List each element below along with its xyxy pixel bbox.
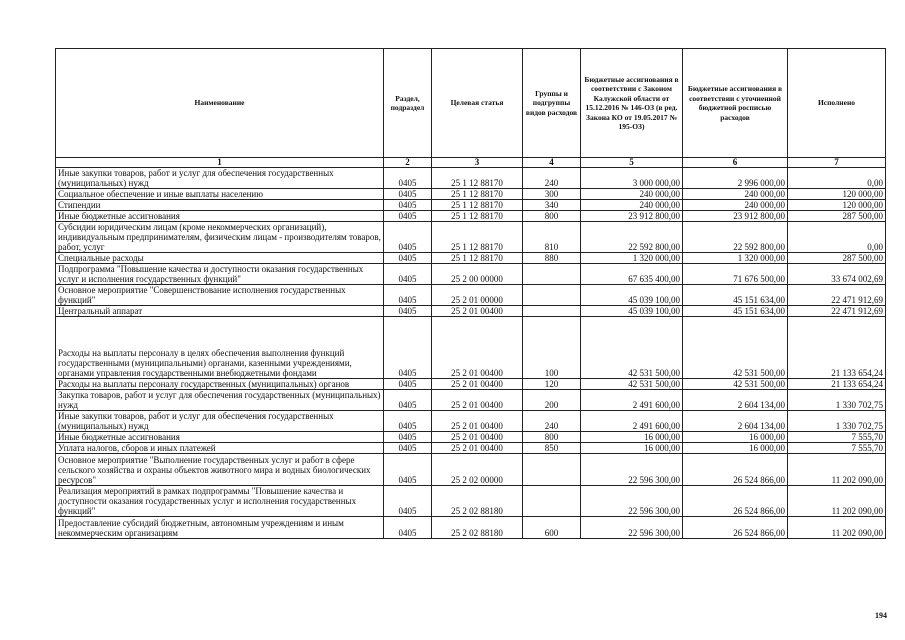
column-number-row [56,158,886,168]
row-refined-amount: 2 604 134,00 [683,411,788,432]
table-row [56,189,886,200]
row-name: Специальные расходы [56,253,384,264]
row-name: Иные бюджетные ассигнования [56,211,384,222]
row-name: Иные бюджетные ассигнования [56,432,384,443]
column-number: 4 [523,158,581,168]
row-section: 0405 [384,443,432,454]
row-section: 0405 [384,517,432,539]
row-section: 0405 [384,317,432,379]
row-law-amount: 22 596 300,00 [581,454,683,486]
table-row [56,264,886,285]
row-executed-amount: 0,00 [788,168,886,189]
row-law-amount: 240 000,00 [581,189,683,200]
row-executed-amount: 11 202 090,00 [788,454,886,486]
row-executed-amount: 11 202 090,00 [788,486,886,517]
table-row [56,517,886,539]
column-number: 6 [683,158,788,168]
row-group: 120 [523,379,581,390]
header-target: Целевая статья [432,49,523,158]
row-law-amount: 1 320 000,00 [581,253,683,264]
row-law-amount: 22 596 300,00 [581,517,683,539]
table-row [56,200,886,211]
row-section: 0405 [384,432,432,443]
row-group: 340 [523,200,581,211]
row-law-amount: 45 039 100,00 [581,306,683,317]
table-row [56,432,886,443]
row-group: 300 [523,189,581,200]
table-row [56,168,886,189]
column-number: 7 [788,158,886,168]
table-row [56,454,886,486]
row-group [523,285,581,306]
row-group: 810 [523,222,581,253]
table-row [56,379,886,390]
row-name: Социальное обеспечение и иные выплаты населению [56,189,384,200]
row-group: 200 [523,390,581,411]
row-section: 0405 [384,390,432,411]
row-law-amount: 45 039 100,00 [581,285,683,306]
row-executed-amount: 1 330 702,75 [788,411,886,432]
row-refined-amount: 16 000,00 [683,443,788,454]
row-target: 25 2 01 00400 [432,390,523,411]
row-refined-amount: 1 320 000,00 [683,253,788,264]
row-name: Расходы на выплаты персоналу государственных (муниципальных) органов [56,379,384,390]
row-target: 25 2 02 88180 [432,486,523,517]
row-target: 25 2 01 00400 [432,317,523,379]
row-name: Стипендии [56,200,384,211]
row-name: Основное мероприятие "Совершенствование исполнения государственных функций" [56,285,384,306]
row-section: 0405 [384,379,432,390]
row-refined-amount: 23 912 800,00 [683,211,788,222]
row-group [523,264,581,285]
table-row [56,411,886,432]
row-law-amount: 22 592 800,00 [581,222,683,253]
row-group: 850 [523,443,581,454]
row-name: Субсидии юридическим лицам (кроме некоммерческих организаций), индивидуальным предпринимателям, физическим лицам - производителям товаров, работ, услуг [56,222,384,253]
row-executed-amount: 0,00 [788,222,886,253]
row-target: 25 1 12 88170 [432,168,523,189]
header-group: Группы и подгруппы видов расходов [523,49,581,158]
row-name: Основное мероприятие "Выполнение государственных услуг и работ в сфере сельского хозяйства и охраны объектов животного мира и водных биологических ресурсов" [56,454,384,486]
row-target: 25 1 12 88170 [432,211,523,222]
row-law-amount: 3 000 000,00 [581,168,683,189]
row-refined-amount: 22 592 800,00 [683,222,788,253]
table-row [56,306,886,317]
row-target: 25 1 12 88170 [432,222,523,253]
budget-table [55,48,886,539]
row-law-amount: 240 000,00 [581,200,683,211]
row-refined-amount: 45 151 634,00 [683,306,788,317]
row-refined-amount: 26 524 866,00 [683,486,788,517]
row-executed-amount: 120 000,00 [788,189,886,200]
row-group [523,454,581,486]
row-name: Иные закупки товаров, работ и услуг для обеспечения государственных (муниципальных) нужд [56,168,384,189]
row-target: 25 2 00 00000 [432,264,523,285]
row-refined-amount: 2 604 134,00 [683,390,788,411]
row-section: 0405 [384,264,432,285]
row-refined-amount: 71 676 500,00 [683,264,788,285]
row-group: 240 [523,168,581,189]
column-number: 2 [384,158,432,168]
page-number: 194 [875,611,887,620]
row-group: 100 [523,317,581,379]
row-group [523,306,581,317]
row-section: 0405 [384,189,432,200]
table-row [56,222,886,253]
row-target: 25 2 01 00000 [432,285,523,306]
row-name: Иные закупки товаров, работ и услуг для обеспечения государственных (муниципальных) нужд [56,411,384,432]
row-refined-amount: 45 151 634,00 [683,285,788,306]
table-row [56,443,886,454]
row-executed-amount: 1 330 702,75 [788,390,886,411]
header-executed: Исполнено [788,49,886,158]
row-executed-amount: 120 000,00 [788,200,886,211]
row-name: Центральный аппарат [56,306,384,317]
row-executed-amount: 21 133 654,24 [788,317,886,379]
header-row [56,49,886,158]
row-section: 0405 [384,454,432,486]
row-target: 25 1 12 88170 [432,253,523,264]
table-row [56,211,886,222]
row-section: 0405 [384,211,432,222]
row-executed-amount: 33 674 002,69 [788,264,886,285]
row-refined-amount: 240 000,00 [683,200,788,211]
row-executed-amount: 7 555,70 [788,443,886,454]
row-law-amount: 42 531 500,00 [581,379,683,390]
column-number: 3 [432,158,523,168]
header-refined-appropriation: Бюджетные ассигнования в соответствии с уточненной бюджетной росписью расходов [683,49,788,158]
table-row [56,285,886,306]
row-executed-amount: 11 202 090,00 [788,517,886,539]
row-section: 0405 [384,306,432,317]
row-section: 0405 [384,486,432,517]
row-target: 25 2 01 00400 [432,306,523,317]
row-executed-amount: 7 555,70 [788,432,886,443]
header-law-appropriation: Бюджетные ассигнования в соответствии с Законом Калужской области от 15.12.2016 № 146-ОЗ (в ред. Закона КО от 19.05.2017 № 195-ОЗ) [581,49,683,158]
row-executed-amount: 22 471 912,69 [788,306,886,317]
row-law-amount: 2 491 600,00 [581,411,683,432]
row-group: 800 [523,432,581,443]
row-section: 0405 [384,200,432,211]
row-target: 25 2 02 88180 [432,517,523,539]
table-row [56,390,886,411]
row-executed-amount: 287 500,00 [788,253,886,264]
row-refined-amount: 16 000,00 [683,432,788,443]
row-law-amount: 16 000,00 [581,443,683,454]
row-group: 600 [523,517,581,539]
row-law-amount: 23 912 800,00 [581,211,683,222]
row-name: Расходы на выплаты персоналу в целях обеспечения выполнения функций государственными (муниципальными) органами, казенными учреждениями, органами управления государственными внебюджетными фондами [56,317,384,379]
row-name: Предоставление субсидий бюджетным, автономным учреждениям и иным некоммерческим организациям [56,517,384,539]
row-section: 0405 [384,411,432,432]
row-name: Закупка товаров, работ и услуг для обеспечения государственных (муниципальных) нужд [56,390,384,411]
row-refined-amount: 2 996 000,00 [683,168,788,189]
header-name: Наименование [56,49,384,158]
row-group: 240 [523,411,581,432]
row-refined-amount: 42 531 500,00 [683,379,788,390]
row-refined-amount: 42 531 500,00 [683,317,788,379]
row-target: 25 2 01 00400 [432,379,523,390]
row-refined-amount: 240 000,00 [683,189,788,200]
row-group: 880 [523,253,581,264]
table-row [56,317,886,379]
row-law-amount: 42 531 500,00 [581,317,683,379]
row-section: 0405 [384,168,432,189]
column-number: 5 [581,158,683,168]
row-target: 25 2 01 00400 [432,411,523,432]
row-name: Уплата налогов, сборов и иных платежей [56,443,384,454]
row-law-amount: 22 596 300,00 [581,486,683,517]
row-section: 0405 [384,222,432,253]
row-refined-amount: 26 524 866,00 [683,454,788,486]
row-section: 0405 [384,285,432,306]
row-group [523,486,581,517]
column-number: 1 [56,158,384,168]
row-section: 0405 [384,253,432,264]
row-target: 25 1 12 88170 [432,200,523,211]
row-name: Реализация мероприятий в рамках подпрограммы "Повышение качества и доступности оказания государственных услуг и исполнения государственных функций" [56,486,384,517]
row-law-amount: 16 000,00 [581,432,683,443]
row-law-amount: 67 635 400,00 [581,264,683,285]
row-refined-amount: 26 524 866,00 [683,517,788,539]
table-row [56,486,886,517]
row-target: 25 1 12 88170 [432,189,523,200]
row-law-amount: 2 491 600,00 [581,390,683,411]
row-target: 25 2 02 00000 [432,454,523,486]
row-group: 800 [523,211,581,222]
row-executed-amount: 22 471 912,69 [788,285,886,306]
row-target: 25 2 01 00400 [432,443,523,454]
row-target: 25 2 01 00400 [432,432,523,443]
row-name: Подпрограмма "Повышение качества и доступности оказания государственных услуг и исполнения государственных функций" [56,264,384,285]
table-row [56,253,886,264]
row-executed-amount: 287 500,00 [788,211,886,222]
header-section: Раздел, подраздел [384,49,432,158]
row-executed-amount: 21 133 654,24 [788,379,886,390]
